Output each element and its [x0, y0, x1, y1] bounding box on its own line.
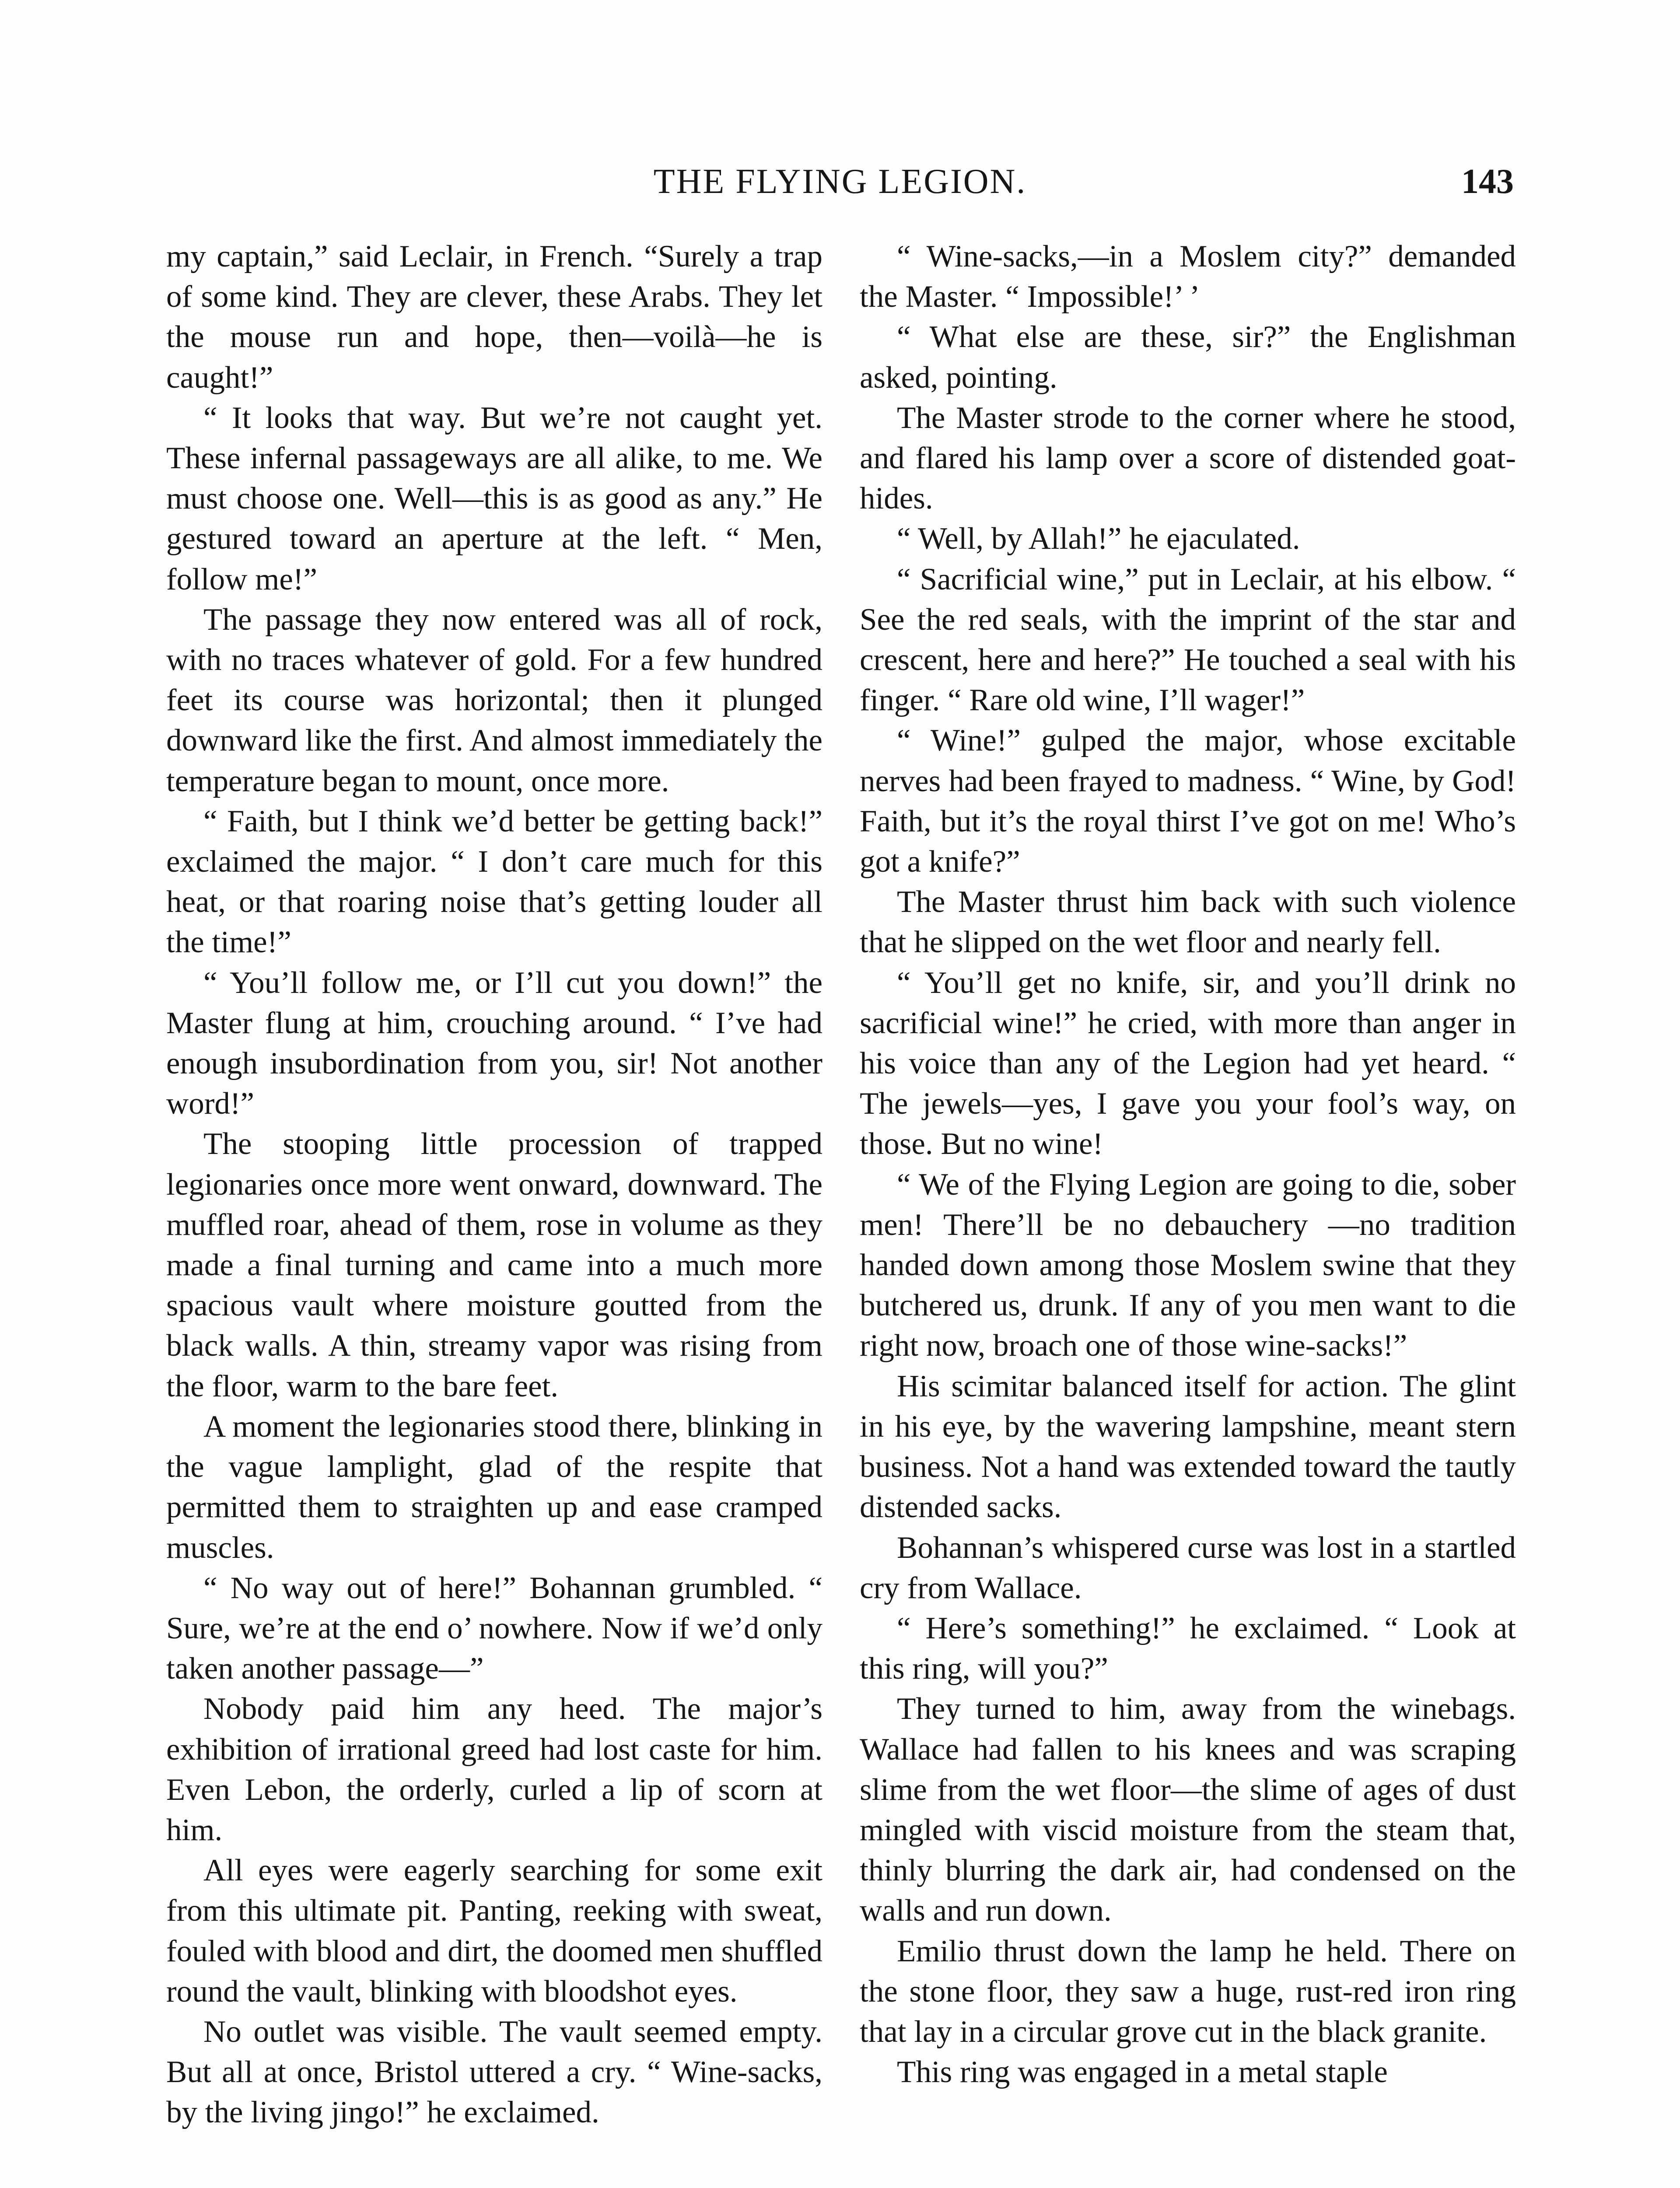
- running-title: THE FLYING LEGION.: [653, 162, 1027, 201]
- paragraph: “ You’ll get no knife, sir, and you’ll drink no sacrificial wine!” he cried, with more than anger in his voice than any of the Legion had yet heard. “ The jewels—yes, I gave you your fool’s way, on those. But no wine!: [860, 965, 1516, 1161]
- paragraph: “ Wine-sacks,—in a Moslem city?” demanded the Master. “ Impossible!’ ’: [860, 239, 1516, 314]
- left-column: [166, 236, 822, 2188]
- paragraph: “ Here’s something!” he exclaimed. “ Look at this ring, will you?”: [860, 1611, 1516, 1686]
- paragraph: “ It looks that way. But we’re not caught yet. These infernal passageways are all alike, to me. We must choose one. Well—this is as good as any.” He gestured toward an aperture at the left. “ Men, follow me!”: [166, 400, 822, 596]
- paragraph: Nobody paid him any heed. The major’s exhibition of irrational greed had lost caste for him. Even Lebon, the orderly, curled a lip of scorn at him.: [166, 1692, 822, 1847]
- paragraph: “ You’ll follow me, or I’ll cut you down!” the Master flung at him, crouching around. “ I’ve had enough insubordination from you, sir! Not another word!”: [166, 965, 822, 1121]
- paragraph: The stooping little procession of trapped legionaries once more went onward, downward. The muffled roar, ahead of them, rose in volume as they made a final turning and came into a much more spacious vault where moisture goutted from the black walls. A thin, streamy vapor was rising from the floor, warm to the bare feet.: [166, 1127, 822, 1403]
- paragraph: The Master thrust him back with such violence that he slipped on the wet floor and nearly fell.: [860, 885, 1516, 960]
- paragraph: Bohannan’s whispered curse was lost in a startled cry from Wallace.: [860, 1530, 1516, 1605]
- running-head: [0, 158, 1680, 206]
- paragraph-continued: my captain,” said Leclair, in French. “Surely a trap of some kind. They are clever, these Arabs. They let the mouse run and hope, then—voilà—he is caught!”: [166, 239, 822, 395]
- paragraph: The Master strode to the corner where he stood, and flared his lamp over a score of distended goat-hides.: [860, 400, 1516, 516]
- paragraph: “ No way out of here!” Bohannan grumbled. “ Sure, we’re at the end o’ nowhere. Now if we’d only taken another passage—”: [166, 1571, 822, 1686]
- paragraph: This ring was engaged in a metal staple: [897, 2055, 1388, 2090]
- paragraph: “ Sacrificial wine,” put in Leclair, at his elbow. “ See the red seals, with the imprint of the star and crescent, here and here?” He touched a seal with his finger. “ Rare old wine, I’ll wager!”: [860, 562, 1516, 718]
- paragraph: “ Wine!” gulped the major, whose excitable nerves had been frayed to madness. “ Wine, by God! Faith, but it’s the royal thirst I’ve got on me! Who’s got a knife?”: [860, 723, 1516, 879]
- paragraph: “ Faith, but I think we’d better be getting back!” exclaimed the major. “ I don’t care much for this heat, or that roaring noise that’s getting louder all the time!”: [166, 804, 822, 960]
- paragraph: All eyes were eagerly searching for some exit from this ultimate pit. Panting, reeking with sweat, fouled with blood and dirt, the doomed men shuffled round the vault, blinking with bloodshot eyes.: [166, 1853, 822, 2009]
- paragraph: “ What else are these, sir?” the Englishman asked, pointing.: [860, 320, 1516, 395]
- page-number: 143: [1461, 162, 1514, 201]
- paragraph: “ Well, by Allah!” he ejaculated.: [897, 522, 1300, 556]
- paragraph: “ We of the Flying Legion are going to die, sober men! There’ll be no debauchery —no tradition handed down among those Moslem swine that they butchered us, drunk. If any of you men want to die right now, broach one of those wine-sacks!”: [860, 1167, 1516, 1363]
- paragraph: No outlet was visible. The vault seemed empty. But all at once, Bristol uttered a cry. “ Wine-sacks, by the living jingo!” he exclaimed.: [166, 2014, 822, 2130]
- paragraph: The passage they now entered was all of rock, with no traces whatever of gold. For a few hundred feet its course was horizontal; then it plunged downward like the first. And almost immediately the temperature began to mount, once more.: [166, 602, 822, 798]
- paragraph: His scimitar balanced itself for action. The glint in his eye, by the wavering lampshine, meant stern business. Not a hand was extended toward the tautly distended sacks.: [860, 1369, 1516, 1525]
- right-column: [860, 236, 1516, 2188]
- paragraph: Emilio thrust down the lamp he held. There on the stone floor, they saw a huge, rust-red iron ring that lay in a circular grove cut in the black granite.: [860, 1934, 1516, 2049]
- paragraph: A moment the legionaries stood there, blinking in the vague lamplight, glad of the respite that permitted them to straighten up and ease cramped muscles.: [166, 1409, 822, 1565]
- paragraph: They turned to him, away from the winebags. Wallace had fallen to his knees and was scraping slime from the wet floor—the slime of ages of dust mingled with viscid moisture from the steam that, thinly blurring the dark air, had condensed on the walls and run down.: [860, 1692, 1516, 1928]
